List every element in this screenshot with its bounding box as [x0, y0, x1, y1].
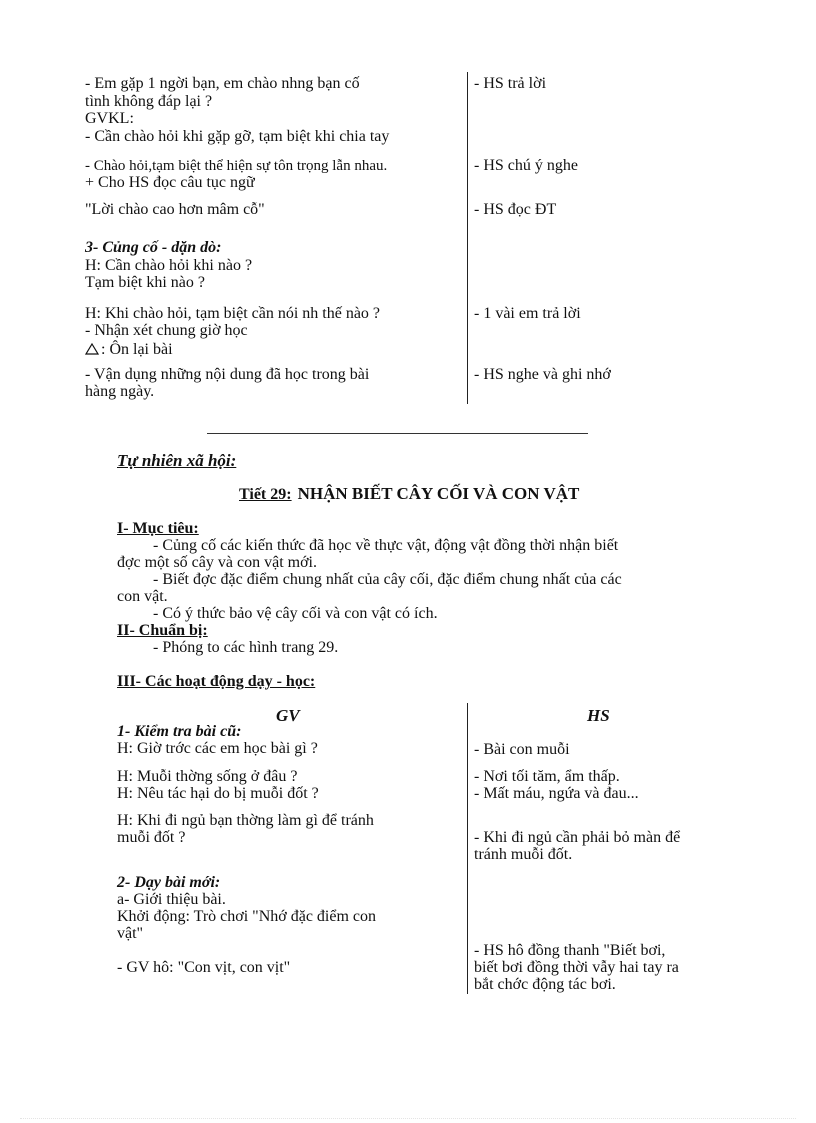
objective-line: - Củng cố các kiến thức đã học về thực vật, động vật đồng thời nhận biết	[153, 537, 619, 554]
table1-hs-line: - HS chú ý nghe	[474, 157, 578, 174]
objectives-heading: I- Mục tiêu:	[117, 520, 199, 537]
table1-gv-line: Tạm biệt khi nào ?	[85, 274, 205, 291]
table2-gv-line: H: Muỗi thờng sống ở đâu ?	[117, 768, 298, 785]
objective-line: - Có ý thức bảo vệ cây cối và con vật có ích.	[153, 605, 438, 622]
table1-gv-line: - Cần chào hỏi khi gặp gỡ, tạm biệt khi chia tay	[85, 128, 390, 145]
table1-gv-line: "Lời chào cao hơn mâm cỗ"	[85, 201, 265, 218]
table1-hs-line: - HS nghe và ghi nhớ	[474, 366, 611, 383]
table1-hs-line: - HS đọc ĐT	[474, 201, 557, 218]
table2-hs-line: - Nơi tối tăm, ẩm thấp.	[474, 768, 620, 785]
table1-gv-line: - Vận dụng những nội dung đã học trong bài	[85, 366, 370, 383]
table1-hs-line: - 1 vài em trả lời	[474, 305, 581, 322]
table2-hs-line: - Mất máu, ngứa và đau...	[474, 785, 639, 802]
table2-gv-line: - GV hô: "Con vịt, con vịt"	[117, 959, 291, 976]
gv-column-header: GV	[276, 706, 300, 725]
subject-heading: Tự nhiên xã hội:	[117, 451, 237, 470]
objective-line: đợc một số cây và con vật mới.	[117, 554, 317, 571]
table2-hs-line: - HS hô đồng thanh "Biết bơi,	[474, 942, 666, 959]
activities-heading: III- Các hoạt động dạy - học:	[117, 673, 316, 690]
table2-hs-line: tránh muỗi đốt.	[474, 846, 573, 863]
table2-gv-line: H: Giờ trớc các em học bài gì ?	[117, 740, 318, 757]
table1-gv-line: + Cho HS đọc câu tục ngữ	[85, 174, 255, 191]
table1-gv-line: - Nhận xét chung giờ học	[85, 322, 248, 339]
table1-gv-line: tình không đáp lại ?	[85, 93, 213, 110]
review-text: : Ôn lại bài	[101, 341, 173, 358]
table1-gv-line: GVKL:	[85, 110, 134, 127]
table1-gv-line	[85, 341, 173, 359]
objective-line: con vật.	[117, 588, 168, 605]
table1-gv-line: H: Cần chào hỏi khi nào ?	[85, 257, 253, 274]
section-divider	[207, 433, 588, 434]
table2-hs-line: - Khi đi ngủ cần phải bỏ màn để	[474, 829, 681, 846]
preparation-line: - Phóng to các hình trang 29.	[153, 639, 339, 656]
table1-gv-line: - Chào hỏi,tạm biệt thể hiện sự tôn trọng lẫn nhau.	[85, 158, 388, 174]
objective-line: - Biết đợc đặc điểm chung nhất của cây cối, đặc điểm chung nhất của các	[153, 571, 622, 588]
triangle-icon	[85, 343, 99, 355]
preparation-heading: II- Chuẩn bị:	[117, 622, 208, 639]
table1-gv-line: - Em gặp 1 ngời bạn, em chào nhng bạn cố	[85, 75, 360, 92]
table1-column-divider	[467, 72, 468, 404]
table2-gv-line: a- Giới thiệu bài.	[117, 891, 226, 908]
table2-hs-line: bắt chớc động tác bơi.	[474, 976, 616, 993]
table2-gv-line: Khởi động: Trò chơi "Nhớ đặc điểm con	[117, 908, 377, 925]
page-bottom-border	[20, 1118, 796, 1119]
table2-gv-line: vật"	[117, 925, 144, 942]
table2-gv-line: H: Khi đi ngủ bạn thờng làm gì để tránh	[117, 812, 374, 829]
section-heading-new-lesson: 2- Dạy bài mới:	[117, 874, 221, 891]
lesson-title-line	[239, 485, 579, 504]
hs-column-header: HS	[587, 706, 610, 725]
table2-gv-line: muỗi đốt ?	[117, 829, 186, 846]
table1-hs-line: - HS trả lời	[474, 75, 547, 92]
table1-gv-line: hàng ngày.	[85, 383, 155, 400]
section-heading-review: 1- Kiểm tra bài cũ:	[117, 723, 242, 740]
table2-hs-line: - Bài con muỗi	[474, 741, 570, 758]
section-heading-consolidation: 3- Củng cố - dặn dò:	[85, 239, 222, 256]
lesson-title: NHẬN BIẾT CÂY CỐI VÀ CON VẬT	[297, 484, 580, 503]
table2-gv-line: H: Nêu tác hại do bị muỗi đốt ?	[117, 785, 319, 802]
table1-gv-line: H: Khi chào hỏi, tạm biệt cần nói nh thế nào ?	[85, 305, 381, 322]
table2-hs-line: biết bơi đồng thời vẫy hai tay ra	[474, 959, 679, 976]
period-label: Tiết 29:	[239, 486, 292, 503]
table2-column-divider	[467, 703, 468, 994]
